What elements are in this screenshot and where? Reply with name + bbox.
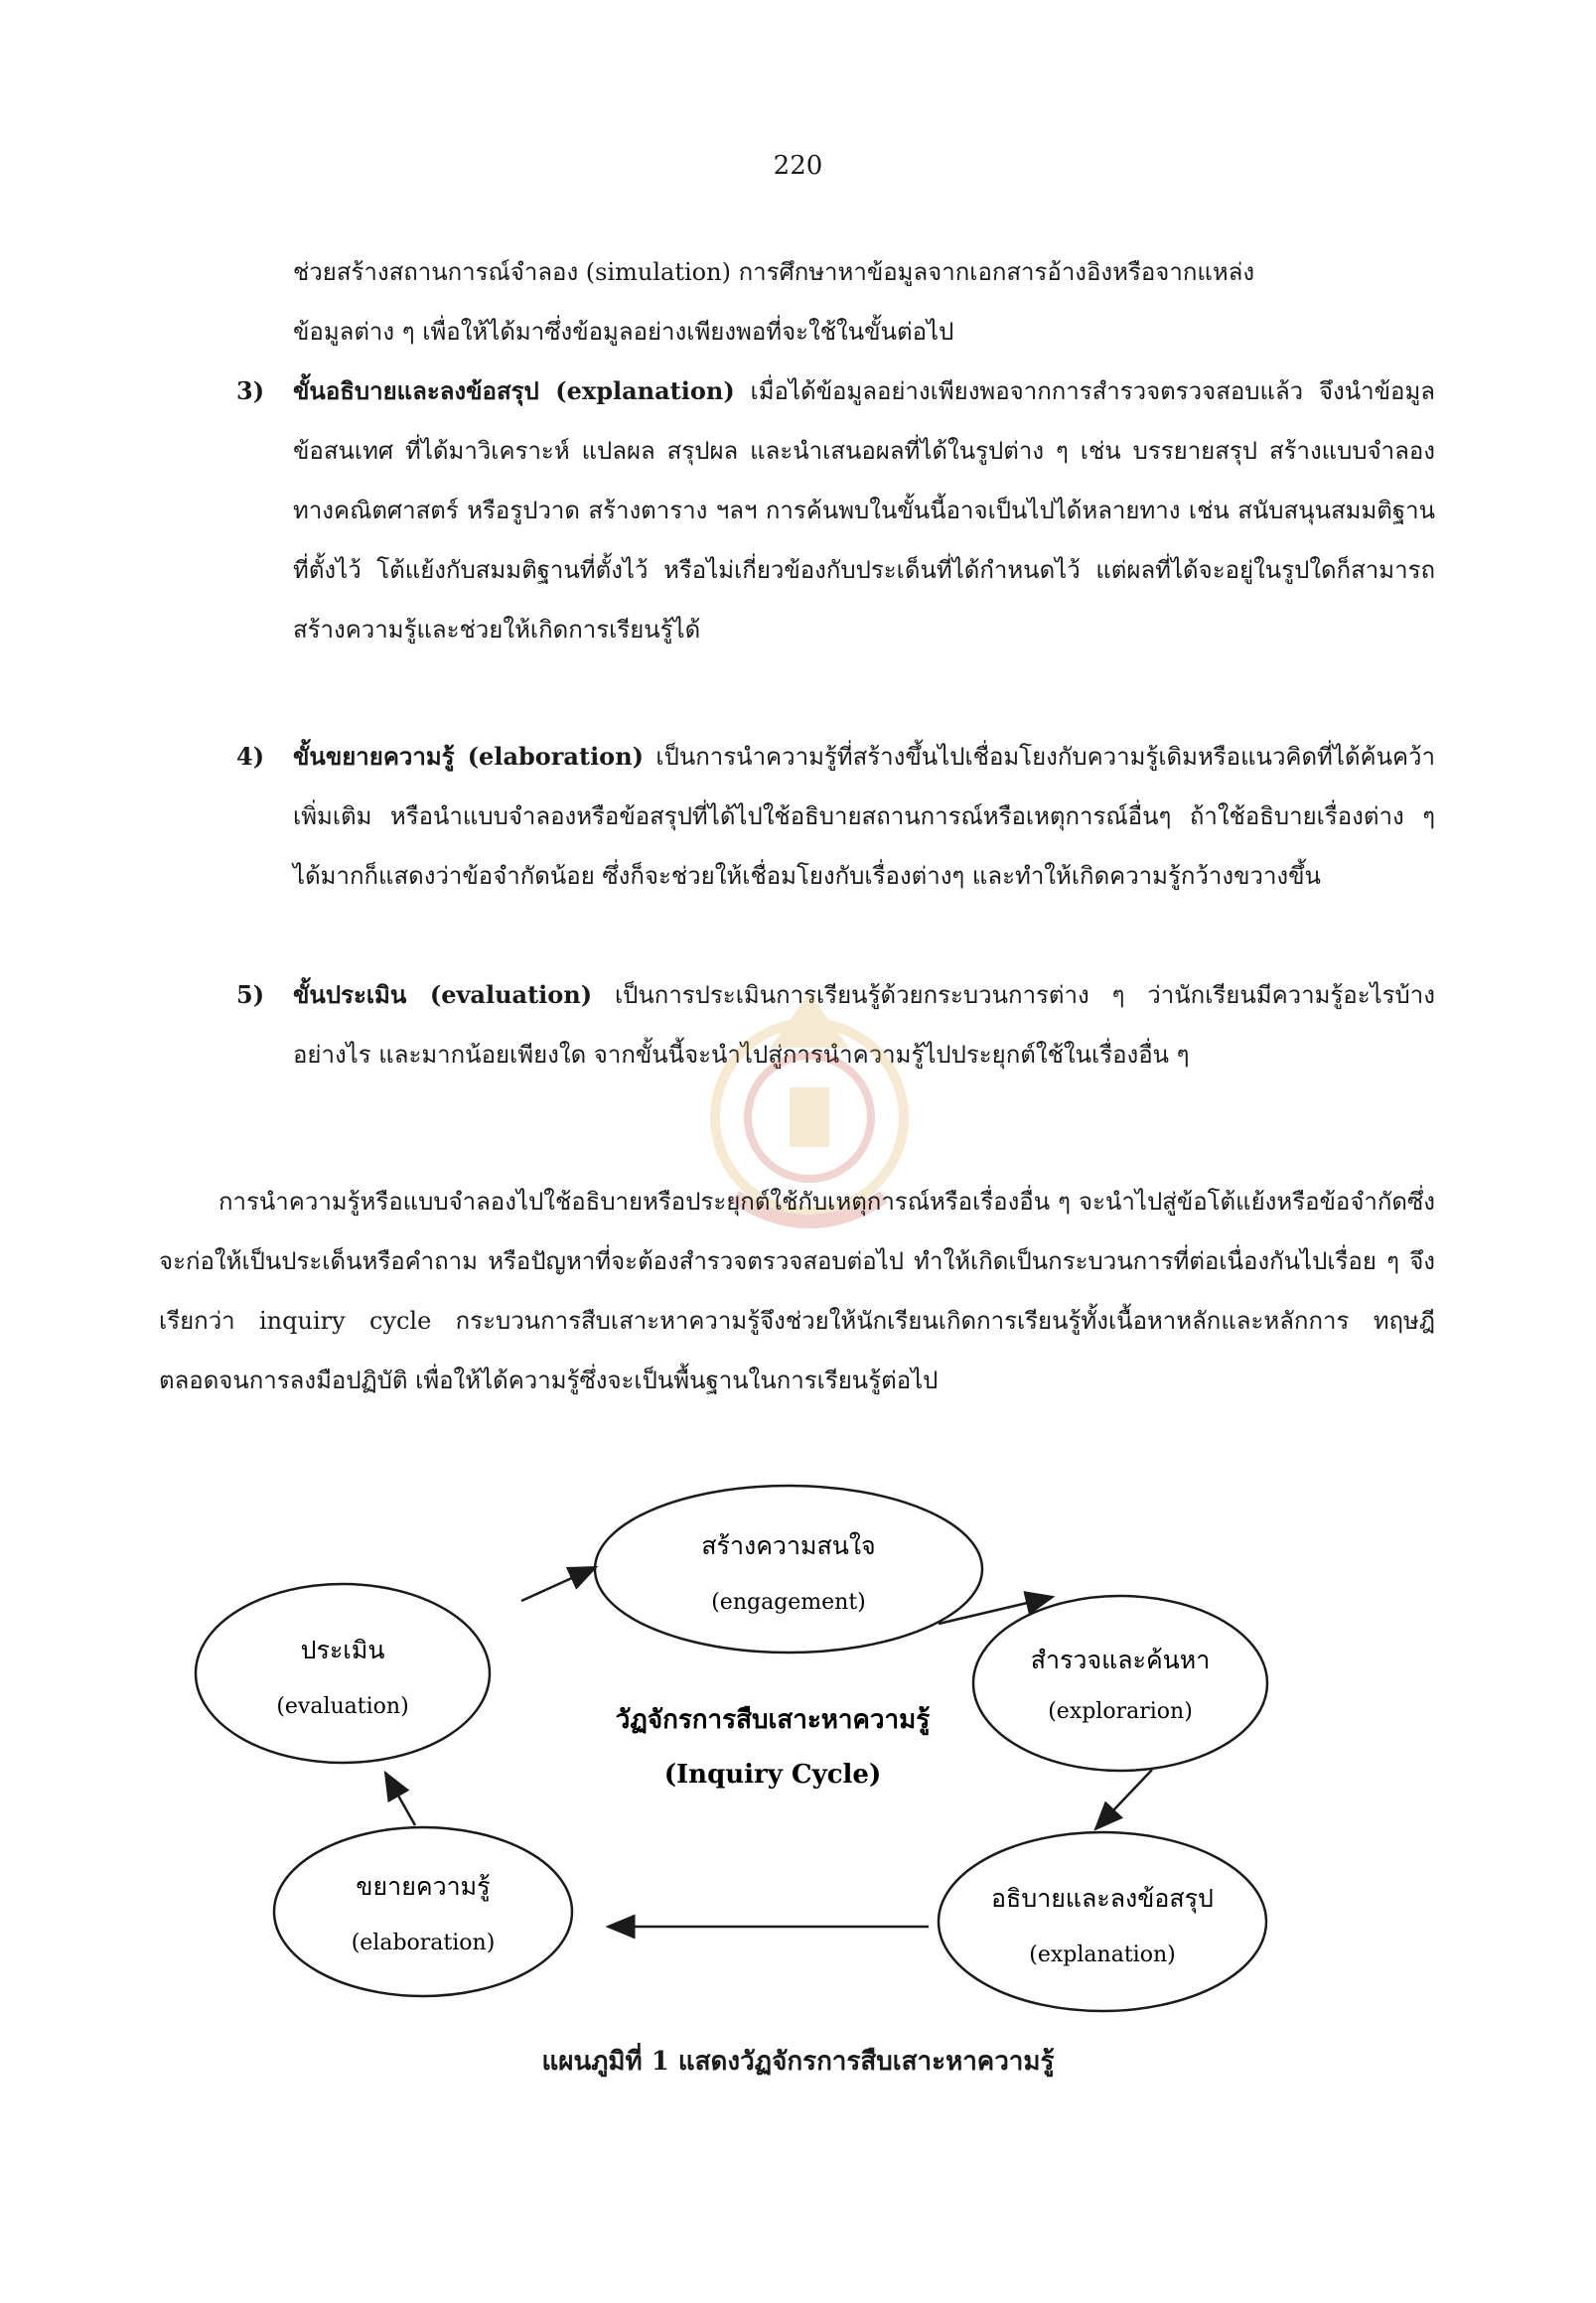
engagement-en-label: (engagement): [711, 1590, 866, 1615]
item-4-heading: ขั้นขยายความรู้ (elaboration): [293, 742, 644, 771]
cycle-title-thai: วัฏจักรการสืบเสาะหาความรู้: [615, 1705, 931, 1735]
stage-evaluation: [196, 1584, 490, 1763]
stage-exploration: [973, 1596, 1267, 1771]
stage-elaboration: [274, 1827, 572, 1996]
intro-line-1: ช่วยสร้างสถานการณ์จำลอง (simulation) การศึกษาหาข้อมูลจากเอกสารอ้างอิงหรือจากแหล่ง: [293, 258, 1255, 286]
inquiry-cycle-diagram: [0, 1470, 1596, 2026]
item-5-heading: ขั้นประเมิน (evaluation): [293, 980, 593, 1009]
stage-engagement: [595, 1486, 982, 1653]
cycle-title-en: (Inquiry Cycle): [663, 1760, 882, 1790]
engagement-thai-label: สร้างความสนใจ: [701, 1531, 876, 1560]
figure-caption: แผนภูมิที่ 1 แสดงวัฏจักรการสืบเสาะหาความรู้: [541, 2047, 1055, 2077]
elaboration-en-label: (elaboration): [351, 1931, 496, 1955]
intro-line-2: ข้อมูลต่าง ๆ เพื่อให้ได้มาซึ่งข้อมูลอย่างเพียงพอที่จะใช้ในขั้นต่อไป: [293, 318, 954, 346]
item-3-heading: ขั้นอธิบายและลงข้อสรุป (explanation): [293, 376, 735, 405]
evaluation-en-label: (evaluation): [276, 1694, 409, 1719]
arrow-elaboration-to-evaluation: [385, 1773, 415, 1825]
evaluation-thai-label: ประเมิน: [300, 1636, 385, 1664]
item-5-body: เป็นการประเมินการเรียนรู้ด้วยกระบวนการต่าง ๆ ว่านักเรียนมีความรู้อะไรบ้าง อย่างไร และมากน้อยเพียงใด จากขั้นนี้จะนำไปสู่การนำความรู้ไปประยุกต์ใช้ในเรื่องอื่น ๆ: [293, 981, 1435, 1069]
stage-explanation: [939, 1832, 1266, 2011]
arrow-evaluation-to-engagement: [521, 1567, 596, 1601]
item-3-paragraph: [293, 361, 1435, 659]
item-number-3: 3): [236, 376, 265, 405]
item-3-body: เมื่อได้ข้อมูลอย่างเพียงพอจากการสำรวจตรวจสอบแล้ว จึงนำข้อมูล ข้อสนเทศ ที่ได้มาวิเคราะห์ แปลผล สรุปผล และนำเสนอผลที่ได้ในรูปต่าง ๆ เช่น บรรยายสรุป สร้างแบบจำลองทางคณิตศาสตร์ หรือรูปวาด สร้างตาราง ฯลฯ การค้นพบในขั้นนี้อาจเป็นไปได้หลายทาง เช่น สนับสนุนสมมติฐานที่ตั้งไว้ โต้แย้งกับสมมติฐานที่ตั้งไว้ หรือไม่เกี่ยวข้องกับประเด็นที่ได้กำหนดไว้ แต่ผลที่ได้จะอยู่ในรูปใดก็สามารถสร้างความรู้และช่วยให้เกิดการเรียนรู้ได้: [293, 377, 1435, 644]
explanation-en-label: (explanation): [1029, 1943, 1176, 1967]
item-number-5: 5): [236, 980, 265, 1009]
page-number: 220: [773, 151, 823, 181]
exploration-en-label: (explorarion): [1048, 1699, 1193, 1724]
item-4-body: เป็นการนำความรู้ที่สร้างขึ้นไปเชื่อมโยงกับความรู้เดิมหรือแนวคิดที่ได้ค้นคว้าเพิ่มเติม หรือนำแบบจำลองหรือข้อสรุปที่ได้ไปใช้อธิบายสถานการณ์หรือเหตุการณ์อื่นๆ ถ้าใช้อธิบายเรื่องต่าง ๆ ได้มากก็แสดงว่าข้อจำกัดน้อย ซึ่งก็จะช่วยให้เชื่อมโยงกับเรื่องต่างๆ และทำให้เกิดความรู้กว้างขวางขึ้น: [293, 743, 1436, 890]
item-number-4: 4): [236, 742, 265, 771]
summary-paragraph: การนำความรู้หรือแบบจำลองไปใช้อธิบายหรือประยุกต์ใช้กับเหตุการณ์หรือเรื่องอื่น ๆ จะนำไปสู่ข้อโต้แย้งหรือข้อจำกัดซึ่งจะก่อให้เป็นประเด็นหรือคำถาม หรือปัญหาที่จะต้องสำรวจตรวจสอบต่อไป ทำให้เกิดเป็นกระบวนการที่ต่อเนื่องกันไปเรื่อย ๆ จึงเรียกว่า inquiry cycle กระบวนการสืบเสาะหาความรู้จึงช่วยให้นักเรียนเกิดการเรียนรู้ทั้งเนื้อหาหลักและหลักการ ทฤษฎี ตลอดจนการลงมือปฏิบัติ เพื่อให้ได้ความรู้ซึ่งจะเป็นพื้นฐานในการเรียนรู้ต่อไป: [159, 1188, 1435, 1394]
elaboration-thai-label: ขยายความรู้: [356, 1872, 491, 1901]
arrow-exploration-to-explanation: [1095, 1770, 1152, 1829]
exploration-thai-label: สำรวจและค้นหา: [1030, 1646, 1211, 1674]
explanation-thai-label: อธิบายและลงข้อสรุป: [991, 1884, 1214, 1913]
item-4-paragraph: [293, 727, 1435, 906]
